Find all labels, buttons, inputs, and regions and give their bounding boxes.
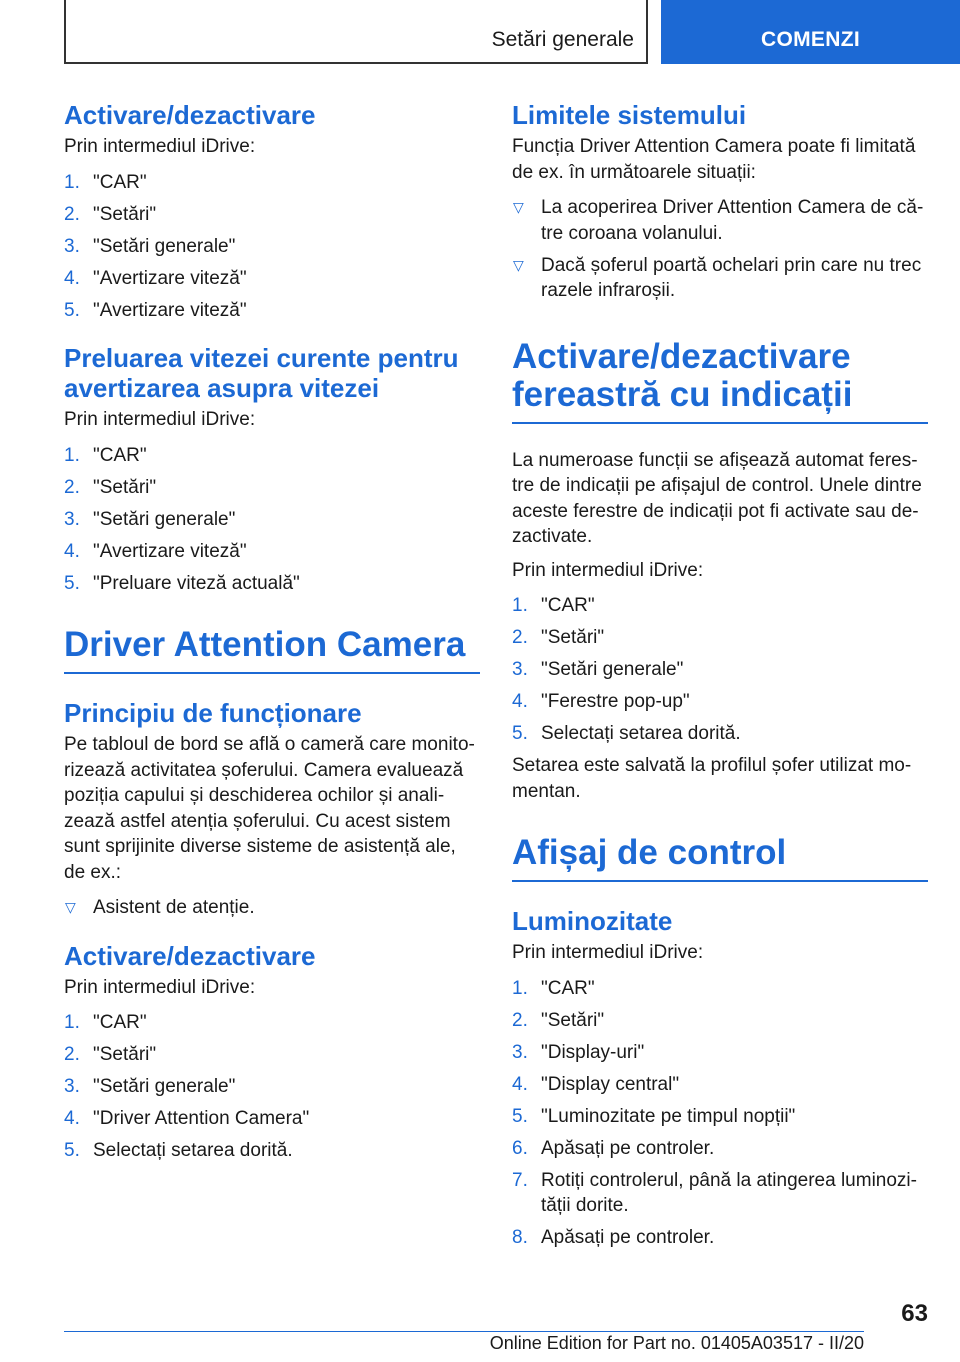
list-item: 8. Apăsați pe controler. — [512, 1227, 715, 1248]
right-column — [512, 100, 928, 1257]
list-item: 4. "Display central" — [512, 1073, 680, 1095]
triangle-bullet-icon: ▽ — [513, 256, 524, 273]
list-item: 1. "CAR" — [64, 171, 147, 193]
list-item: 7. Rotiți controlerul, până la atingerea luminozității dorite. — [512, 1169, 917, 1216]
heading-preluare: Preluarea vitezei curente pentru avertizarea asupra vitezei — [64, 343, 459, 403]
tab-label: COMENZI — [761, 28, 860, 51]
intro-text: Prin intermediul iDrive: — [64, 409, 256, 430]
intro-text: Prin intermediul iDrive: — [64, 976, 256, 998]
list-item: 5. Selectați setarea dorită. — [64, 1140, 293, 1161]
body-text: Funcția Driver Attention Camera poate fi limitată de ex. în următoarele situații: — [512, 136, 916, 183]
list-item: 2. "Setări" — [64, 1044, 157, 1065]
steps-list-1 — [64, 170, 480, 324]
list-item: 4. "Ferestre pop-up" — [512, 691, 690, 712]
left-column — [64, 100, 480, 1170]
list-item: 5. "Luminozitate pe timpul nopții" — [512, 1105, 796, 1127]
list-item: 3. "Setări generale" — [512, 659, 684, 680]
heading-activare-2: Activare/dezactivare — [64, 940, 316, 971]
heading-principiu: Principiu de funcționare — [64, 698, 362, 728]
footer-edition: Online Edition for Part no. 01405A03517 - II/20 — [489, 1333, 864, 1353]
tab-comenzi[interactable] — [661, 0, 960, 64]
section-title: Setări generale — [491, 28, 634, 51]
body-text: Pe tabloul de bord se află o cameră care monitorizează activitatea șoferului. Camera evaluează poziția capului și deschiderea ochilor și analizează astfel atenția șoferului. Cu acest sistem sunt sprijinite diverse sisteme de asistență ale, de ex.: — [64, 734, 475, 883]
intro-text: Prin intermediul iDrive: — [512, 942, 704, 963]
bullet-list — [64, 895, 480, 921]
triangle-bullet-icon: ▽ — [513, 199, 524, 215]
heading-limitele: Limitele sistemului — [512, 100, 747, 130]
steps-list-4 — [512, 593, 928, 747]
chapter-title-fereastra: Activare/dezactivare fereastră cu indicații — [512, 338, 928, 424]
list-item: 4. "Avertizare viteză" — [64, 267, 247, 289]
bullet-list — [512, 195, 928, 304]
body-text: La numeroase funcții se afișează automat ferestre de indicații pe afișajul de control. Unele dintre aceste ferestre de indicații pot fi activate sau dezactivate. — [512, 449, 922, 547]
list-item: 3. "Display-uri" — [512, 1041, 645, 1063]
list-item: 4. "Avertizare viteză" — [64, 540, 247, 562]
list-item: ▽ La acoperirea Driver Attention Camera de către coroana volanului. — [513, 197, 924, 244]
list-item: 5. "Preluare viteză actuală" — [64, 572, 300, 594]
list-item: 2. "Setări" — [512, 627, 605, 648]
list-item: 5. "Avertizare viteză" — [64, 299, 247, 321]
steps-list-5 — [512, 976, 928, 1251]
list-item: 2. "Setări" — [512, 1009, 605, 1031]
triangle-bullet-icon: ▽ — [65, 899, 76, 915]
chapter-title-afisaj: Afișaj de control — [512, 834, 928, 882]
footer-divider — [64, 1331, 864, 1332]
list-item: 3. "Setări generale" — [64, 1076, 236, 1097]
outro-text: Setarea este salvată la profilul șofer utilizat momentan. — [512, 755, 912, 802]
intro-text: Prin intermediul iDrive: — [64, 136, 256, 157]
list-item: 6. Apăsați pe controler. — [512, 1137, 715, 1159]
intro-text: Prin intermediul iDrive: — [512, 559, 704, 581]
steps-list-3 — [64, 1010, 480, 1164]
list-item: 1. "CAR" — [512, 977, 595, 999]
chapter-title-driver-attention: Driver Attention Camera — [64, 626, 480, 674]
list-item: 5. Selectați setarea dorită. — [512, 723, 741, 744]
list-item: 1. "CAR" — [512, 595, 595, 616]
list-item: 3. "Setări generale" — [64, 508, 236, 530]
list-item: 1. "CAR" — [64, 444, 147, 466]
list-item: ▽ Dacă șoferul poartă ochelari prin care nu trec razele infraroșii. — [513, 254, 922, 301]
heading-activare-1: Activare/dezactivare — [64, 100, 316, 130]
list-item: 3. "Setări generale" — [64, 235, 236, 257]
page-number: 63 — [901, 1300, 928, 1327]
list-item: 2. "Setări" — [64, 476, 157, 498]
list-item: 4. "Driver Attention Camera" — [64, 1108, 310, 1129]
list-item: ▽ Asistent de atenție. — [64, 895, 480, 921]
header-box — [64, 0, 648, 64]
list-item: 2. "Setări" — [64, 203, 157, 225]
list-item: 1. "CAR" — [64, 1012, 147, 1033]
heading-luminozitate: Luminozitate — [512, 906, 673, 936]
steps-list-2 — [64, 443, 480, 597]
